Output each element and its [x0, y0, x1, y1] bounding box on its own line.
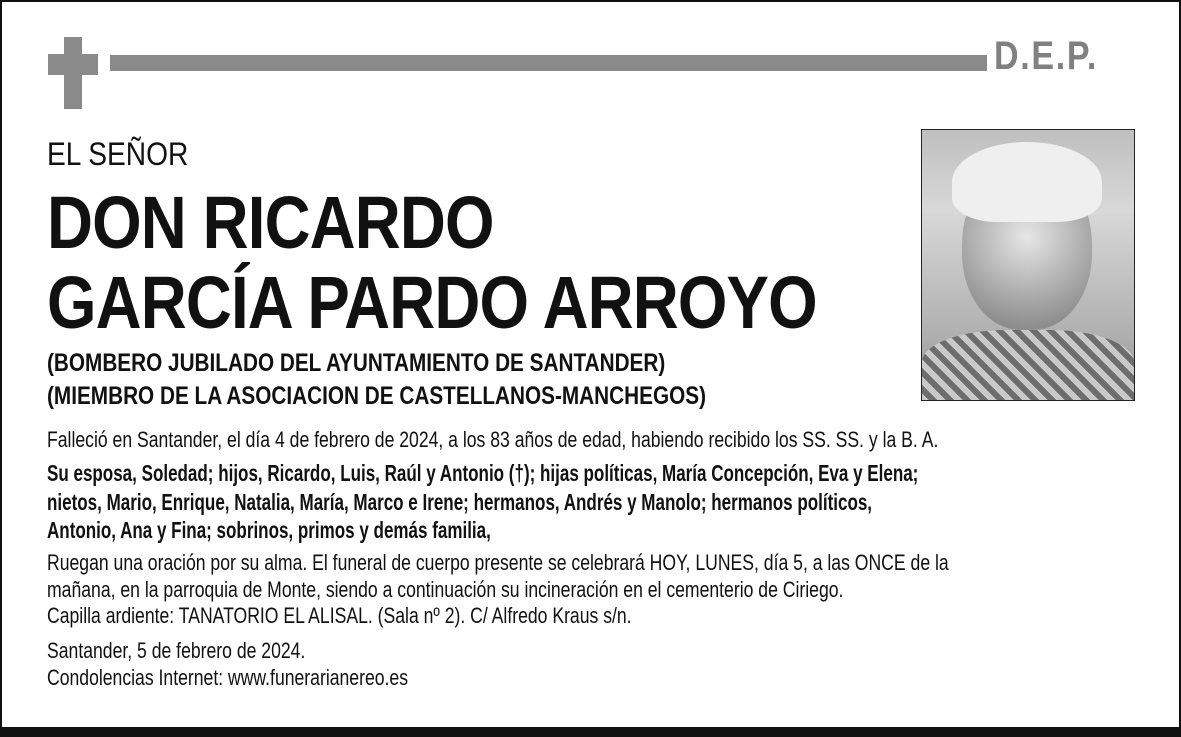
portrait-photo [921, 129, 1135, 401]
family-line: Su esposa, Soledad; hijos, Ricardo, Luis, Raúl y Antonio (†); hijas políticas, María Concepción, Eva y Elena; [47, 460, 919, 486]
funeral-line: Capilla ardiente: TANATORIO EL ALISAL. (Sala nº 2). C/ Alfredo Kraus s/n. [47, 603, 632, 628]
family-line: nietos, Mario, Enrique, Natalia, María, Marco e Irene; hermanos, Andrés y Manolo; hermanos políticos, [47, 489, 873, 515]
funeral-line: Ruegan una oración por su alma. El funeral de cuerpo presente se celebrará HOY, LUNES, día 5, a las ONCE de la [47, 550, 949, 575]
name-line-2: GARCÍA PARDO ARROYO [47, 261, 817, 344]
honorific: EL SEÑOR [47, 136, 189, 172]
dep-label: D.E.P. [994, 34, 1099, 78]
role-line-2: (MIEMBRO DE LA ASOCIACION DE CASTELLANOS-MANCHEGOS) [47, 382, 707, 410]
header-rule [110, 55, 987, 71]
name-line-1: DON RICARDO [47, 181, 494, 264]
funeral-line: mañana, en la parroquia de Monte, siendo a continuación su incineración en el cementerio de Ciriego. [47, 577, 844, 602]
death-notice: Falleció en Santander, el día 4 de febrero de 2024, a los 83 años de edad, habiendo recibido los SS. SS. y la B. A. [47, 427, 939, 452]
date-line: Santander, 5 de febrero de 2024. [47, 638, 306, 663]
condolences-line: Condolencias Internet: www.funerarianereo.es [47, 665, 409, 690]
family-line: Antonio, Ana y Fina; sobrinos, primos y demás familia, [47, 517, 491, 543]
bottom-bar [0, 727, 1181, 737]
role-line-1: (BOMBERO JUBILADO DEL AYUNTAMIENTO DE SANTANDER) [47, 349, 666, 377]
